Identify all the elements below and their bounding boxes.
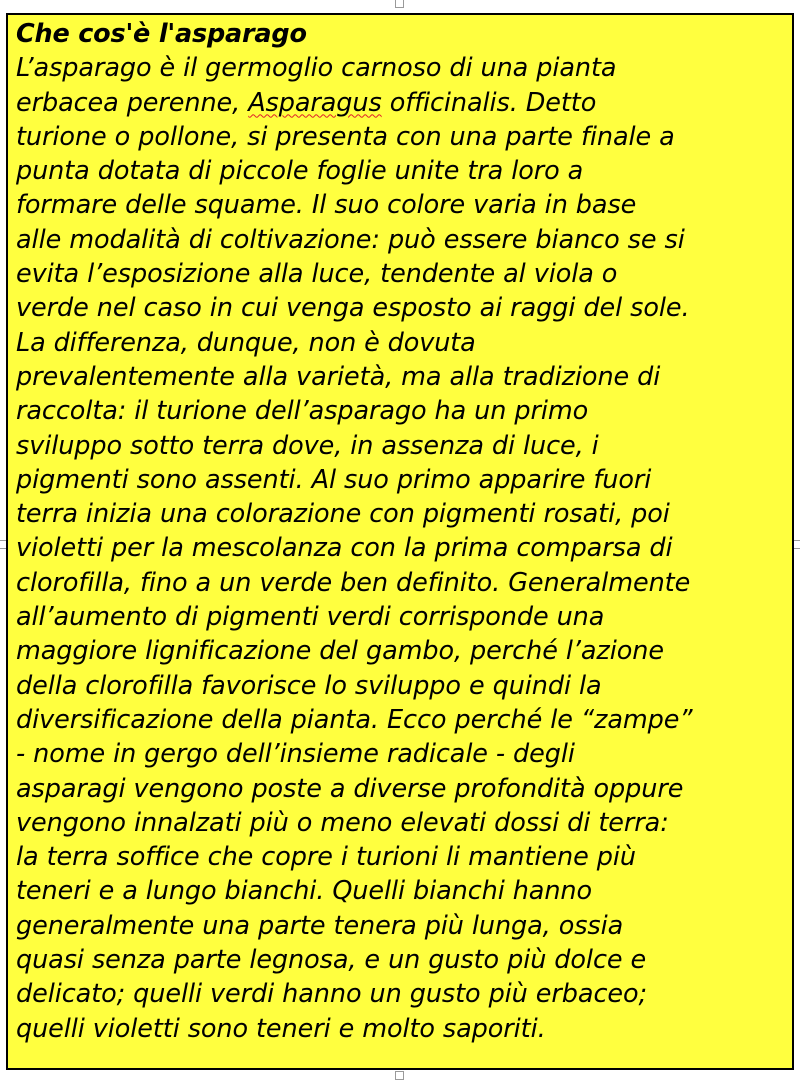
text-line: - nome in gergo dell’insieme radicale - degli bbox=[16, 739, 575, 770]
resize-handle-top[interactable] bbox=[395, 0, 404, 8]
text-line: formare delle squame. Il suo colore varia in base bbox=[16, 190, 637, 221]
text-line: turione o pollone, si presenta con una parte finale a bbox=[16, 121, 675, 152]
text-box-content[interactable] bbox=[16, 17, 790, 1046]
text-line: violetti per la mescolanza con la prima comparsa di bbox=[16, 533, 673, 564]
text-line: quasi senza parte legnosa, e un gusto più dolce e bbox=[16, 945, 647, 976]
text-line: sviluppo sotto terra dove, in assenza di luce, i bbox=[16, 430, 599, 461]
text-line: L’asparago è il germoglio carnoso di una pianta bbox=[16, 53, 617, 84]
text-line: evita l’esposizione alla luce, tendente al viola o bbox=[16, 259, 618, 290]
text-line: alle modalità di coltivazione: può essere bianco se si bbox=[16, 224, 685, 255]
text-line: prevalentemente alla varietà, ma alla tradizione di bbox=[16, 361, 661, 392]
document-title: Che cos'è l'asparago bbox=[16, 19, 307, 49]
text-line: diversificazione della pianta. Ecco perché le “zampe” bbox=[16, 704, 693, 735]
text-line: terra inizia una colorazione con pigmenti rosati, poi bbox=[16, 499, 670, 530]
text-line: quelli violetti sono teneri e molto saporiti. bbox=[16, 1013, 546, 1044]
resize-handle-bottom[interactable] bbox=[395, 1071, 404, 1080]
text-line: vengono innalzati più o meno elevati dossi di terra: bbox=[16, 807, 669, 838]
text-line bbox=[16, 86, 790, 120]
text-line: delicato; quelli verdi hanno un gusto più erbaceo; bbox=[16, 979, 648, 1010]
text-line: raccolta: il turione dell’asparago ha un primo bbox=[16, 396, 589, 427]
text-line: della clorofilla favorisce lo sviluppo e quindi la bbox=[16, 670, 602, 701]
text-line: all’aumento di pigmenti verdi corrisponde una bbox=[16, 602, 605, 633]
text-line: generalmente una parte tenera più lunga, ossia bbox=[16, 910, 624, 941]
text-line: la terra soffice che copre i turioni li mantiene più bbox=[16, 842, 636, 873]
text-line: clorofilla, fino a un verde ben definito. Generalmente bbox=[16, 567, 691, 598]
text-line: punta dotata di piccole foglie unite tra loro a bbox=[16, 156, 584, 187]
misspelled-word[interactable]: Asparagus bbox=[248, 87, 382, 118]
text-line: pigmenti sono assenti. Al suo primo apparire fuori bbox=[16, 464, 652, 495]
text-line: verde nel caso in cui venga esposto ai raggi del sole. bbox=[16, 293, 690, 324]
text-line-tail: officinalis. Detto bbox=[381, 87, 597, 118]
resize-handle-right[interactable] bbox=[793, 540, 800, 549]
text-line: asparagi vengono poste a diverse profondità oppure bbox=[16, 773, 684, 804]
text-line: La differenza, dunque, non è dovuta bbox=[16, 327, 476, 358]
text-line: teneri e a lungo bianchi. Quelli bianchi hanno bbox=[16, 876, 593, 907]
text-line-head: erbacea perenne, bbox=[16, 87, 249, 118]
text-line: maggiore lignificazione del gambo, perché l’azione bbox=[16, 636, 664, 667]
